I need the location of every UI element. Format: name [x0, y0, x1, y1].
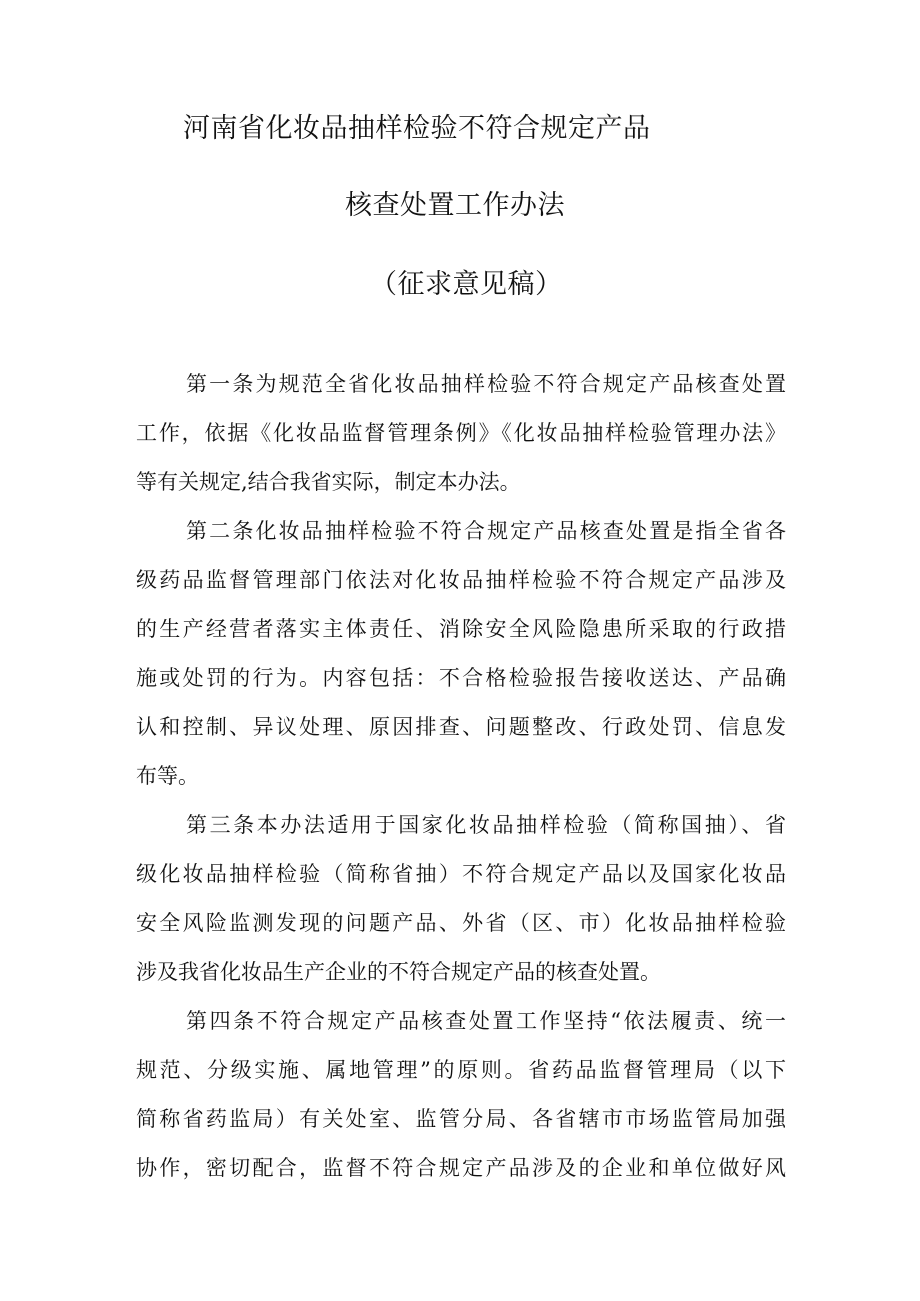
article-2-line-1: 第二条化妆品抽样检验不符合规定产品核查处置是指全省各: [186, 519, 786, 543]
article-4-line-3: 简称省药监局）有关处室、监管分局、各省辖市市场监管局加强: [136, 1107, 786, 1131]
article-2-line-2: 级药品监督管理部门依法对化妆品抽样检验不符合规定产品涉及: [136, 568, 786, 592]
document-subtitle: （征求意见稿）: [370, 269, 563, 300]
article-4-line-1: 第四条不符合规定产品核查处置工作坚持“依法履责、统一: [186, 1009, 786, 1033]
article-3-line-4: 涉及我省化妆品生产企业的不符合规定产品的核查处置。: [136, 960, 661, 984]
article-1-line-1: 第一条为规范全省化妆品抽样检验不符合规定产品核查处置: [186, 372, 786, 396]
article-4-line-4: 协作，密切配合，监督不符合规定产品涉及的企业和单位做好风: [136, 1156, 786, 1180]
article-2-line-4: 施或处罚的行为。内容包括：不合格检验报告接收送达、产品确: [136, 666, 786, 690]
article-1-line-3: 等有关规定,结合我省实际，制定本办法。: [136, 470, 521, 494]
article-1-line-2: 工作，依据《化妆品监督管理条例》《化妆品抽样检验管理办法》: [136, 421, 786, 445]
article-3-line-1: 第三条本办法适用于国家化妆品抽样检验（简称国抽）、省: [186, 813, 786, 837]
article-3-line-2: 级化妆品抽样检验（简称省抽）不符合规定产品以及国家化妆品: [136, 862, 786, 886]
document-title-line-2: 核查处置工作办法: [345, 190, 565, 221]
article-4-line-2: 规范、分级实施、属地管理”的原则。省药品监督管理局（以下: [136, 1058, 786, 1082]
article-2-line-6: 布等。: [136, 764, 199, 788]
article-2-line-3: 的生产经营者落实主体责任、消除安全风险隐患所采取的行政措: [136, 617, 786, 641]
article-2-line-5: 认和控制、异议处理、原因排查、问题整改、行政处罚、信息发: [136, 715, 786, 739]
article-3-line-3: 安全风险监测发现的问题产品、外省（区、市）化妆品抽样检验: [136, 911, 786, 935]
document-title-line-1: 河南省化妆品抽样检验不符合规定产品: [183, 113, 651, 144]
